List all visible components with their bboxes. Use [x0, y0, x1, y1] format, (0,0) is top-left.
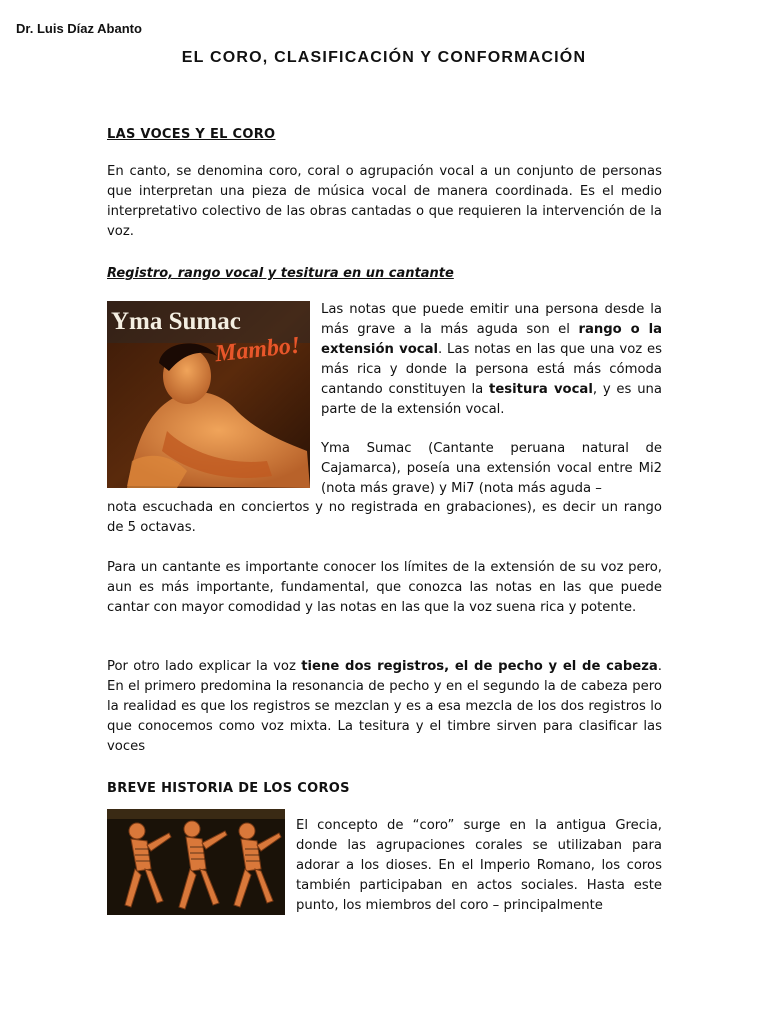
subheading-registro: Registro, rango vocal y tesitura en un cantante — [107, 266, 454, 281]
paragraph-limites-extension: Para un cantante es importante conocer los límites de la extensión de su voz pero, aun es más importante, fundamental, que conozca las notas en las que puede cantar con mayor comodidad y las notas en las que la voz suena rica y potente. — [107, 560, 662, 615]
author-name: Dr. Luis Díaz Abanto — [16, 21, 142, 36]
paragraph-coro-definition: En canto, se denomina coro, coral o agrupación vocal a un conjunto de personas que interpretan una pieza de música vocal de manera coordinada. Es el medio interpretativo colectivo de las obras cantadas o que requieren la intervención de la voz. — [107, 164, 662, 239]
document-title: EL CORO, CLASIFICACIÓN Y CONFORMACIÓN — [181, 49, 587, 66]
paragraph-rango-tesitura: Las notas que puede emitir una persona desde la más grave a la más aguda son el rango o la extensión vocal. Las notas en las que una voz es más rica y donde la persona está más cómoda cantando constituyen la tesitura vocal, y es una parte de la extensión vocal. — [321, 302, 662, 417]
album-artist-text: Yma Sumac — [111, 308, 241, 335]
paragraph-yma-sumac-wrap: Yma Sumac (Cantante peruana natural de Cajamarca), poseía una extensión vocal entre Mi2 (nota más grave) y Mi7 (nota más aguda – — [321, 441, 662, 496]
paragraph-historia-coro: El concepto de “coro” surge en la antigua Grecia, donde las agrupaciones corales se utilizaban para adorar a los dioses. En el Imperio Romano, los coros también participaban en actos sociales. Hasta este punto, los miembros del coro – principalmente — [296, 818, 662, 913]
yma-sumac-album-image — [107, 301, 310, 488]
greek-vase-dancers-image — [107, 809, 285, 915]
section-heading-voces: LAS VOCES Y EL CORO — [107, 127, 276, 142]
paragraph-yma-sumac-continued: nota escuchada en conciertos y no registrada en grabaciones), es decir un rango de 5 octavas. — [107, 500, 662, 535]
paragraph-registros: Por otro lado explicar la voz tiene dos registros, el de pecho y el de cabeza. En el primero predomina la resonancia de pecho y en el segundo la de cabeza pero la realidad es que los registros se mezclan y es a esa mezcla de los dos registros lo que conocemos como voz mixta. La tesitura y el timbre sirven para clasificar las voces — [107, 659, 662, 754]
album-title-text: Mambo! — [213, 332, 302, 368]
section-heading-historia: BREVE HISTORIA DE LOS COROS — [107, 781, 350, 796]
